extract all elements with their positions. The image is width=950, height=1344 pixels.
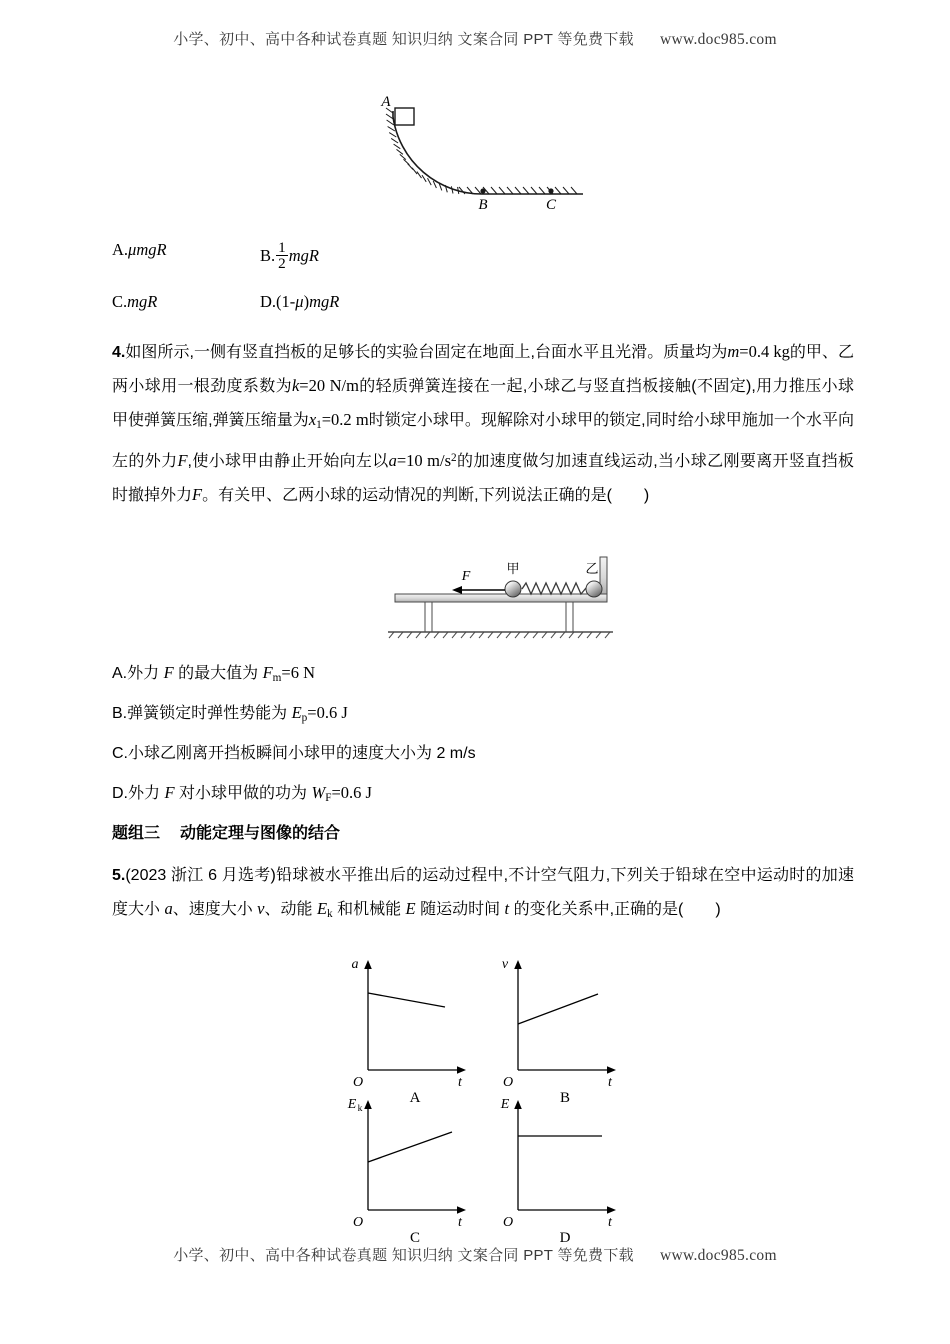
graph-a-xlabel: t (458, 1075, 462, 1090)
q4-opt-b-sym1-sub: p (301, 712, 308, 725)
section-heading-subtitle: 动能定理与图像的结合 (180, 825, 341, 842)
q4-text-l3pre: 与竖直挡板接触(不固定),用力推压小球甲使弹簧压缩,弹簧压缩量为 (112, 378, 854, 429)
point-b-dot (480, 188, 485, 193)
q4-opt-a-suffix: =6 N (281, 663, 316, 682)
graph-a-svg (340, 952, 490, 1092)
q4-val-a-sup: 2 (451, 452, 457, 465)
graph-option-d (490, 1092, 640, 1246)
graph-a-ylabel: a (351, 957, 359, 972)
q5-source: (2023 浙江 6 月选考) (125, 867, 276, 884)
q4-opt-b-prefix: B.弹簧锁定时弹性势能为 (112, 705, 292, 722)
graph-c-ylabel-sub: k (357, 1104, 363, 1114)
q4-var-f1: F (177, 451, 188, 471)
graph-option-a (340, 952, 490, 1106)
q4-opt-b-suffix: =0.6 J (307, 703, 348, 722)
x-axis-arrow (607, 1066, 616, 1074)
q4-opt-a-prefix: A.外力 (112, 665, 164, 682)
q4-opt-d-sym2: W (311, 783, 326, 802)
q3-option-d-mu: μ (295, 292, 304, 311)
data-line (368, 993, 445, 1007)
q3-option-c[interactable] (112, 292, 157, 312)
q4-option-a[interactable] (112, 660, 315, 684)
graph-a-origin: O (352, 1075, 364, 1090)
graph-c-ylabel: E (347, 1097, 357, 1112)
watermark-url: www.doc985.com (659, 1247, 777, 1264)
block-at-a (395, 108, 414, 125)
q5-text-mid2: 、动能 (264, 901, 317, 918)
q4-opt-a-sym2: F (262, 663, 273, 682)
point-c-dot (548, 188, 553, 193)
spring-table-svg (370, 552, 630, 642)
q4-opt-d-suffix: =0.6 J (331, 783, 372, 802)
track-path (393, 111, 583, 194)
q3-option-a-expr: mgR (136, 240, 167, 259)
data-line (518, 994, 598, 1024)
q3-option-a-letter: A. (112, 240, 129, 259)
q5-var-ek-sub: k (327, 908, 333, 921)
q4-val-a: =10 m/s (396, 451, 452, 471)
table-top (395, 594, 607, 602)
graph-a-caption: A (409, 1090, 421, 1106)
q4-text-l4post: ,使小球甲由静 (187, 453, 291, 471)
q4-text-l6post: 。有关甲、乙两小球的运动情况的判断,下列说法正确的是( ) (202, 487, 650, 505)
q4-opt-a-sym2-sub: m (272, 672, 282, 685)
table-leg-right (566, 602, 573, 632)
q3-option-b-fraction (276, 240, 288, 272)
question-5-block (112, 858, 854, 931)
q5-var-ek: E (316, 899, 328, 918)
graph-d-caption: D (559, 1230, 571, 1246)
q3-fraction-denominator: 2 (278, 255, 286, 273)
graph-b-origin: O (502, 1075, 514, 1090)
graph-c-svg (340, 1092, 490, 1232)
q4-text-l2post: 的轻质弹簧连接在一起,小球乙 (358, 378, 577, 395)
q4-paragraph (112, 335, 854, 512)
q4-text-l2mid: 的甲、乙两小球用一根劲度系数为 (112, 344, 854, 395)
figure-curved-track (355, 95, 605, 210)
ground-hatching (459, 187, 577, 194)
force-arrow-head (452, 586, 462, 594)
question-4-block (112, 335, 854, 512)
q4-option-b[interactable] (112, 700, 348, 724)
table-leg-left (425, 602, 432, 632)
q4-var-m: m (727, 342, 740, 361)
watermark-text: 小学、初中、高中各种试卷真题 知识归纳 文案合同 PPT 等免费下载 (173, 31, 634, 48)
q4-option-d[interactable] (112, 780, 372, 804)
section-heading-3 (112, 820, 340, 843)
y-axis-arrow (364, 1100, 372, 1109)
figure-spring-table (370, 552, 630, 642)
x-axis-arrow (457, 1206, 466, 1214)
data-line (368, 1132, 452, 1162)
q5-var-v: v (257, 899, 265, 918)
q5-var-t: t (504, 899, 510, 918)
q3-option-c-letter: C. (112, 292, 128, 311)
q4-var-a: a (388, 451, 397, 471)
graph-d-xlabel: t (608, 1215, 612, 1230)
graph-c-origin: O (352, 1215, 364, 1230)
q5-text-mid1: 、速度大小 (172, 901, 258, 918)
q5-text-l2post: 的变化关系中, (509, 901, 615, 918)
label-a: A (381, 95, 391, 110)
graph-b-xlabel: t (608, 1075, 612, 1090)
x-axis-arrow (607, 1206, 616, 1214)
q4-val-k: =20 N/m (299, 376, 359, 395)
q3-option-d-expr: mgR (309, 292, 340, 311)
spring (522, 583, 586, 594)
watermark-text: 小学、初中、高中各种试卷真题 知识归纳 文案合同 PPT 等免费下载 (173, 1247, 634, 1264)
q4-text-l4pre: 球甲。现解除对小球甲的锁定,同时给小球甲施加一个水平向左的外力 (112, 412, 854, 471)
q4-opt-b-sym1: E (291, 703, 302, 722)
q5-text-line3: 正确的是( ) (614, 901, 721, 918)
q4-text-l3post: 时锁定小 (368, 412, 433, 429)
q3-option-d-open: (1- (276, 292, 296, 311)
watermark-url: www.doc985.com (659, 31, 777, 48)
q3-option-a[interactable] (112, 240, 167, 260)
q4-opt-d-prefix: D.外力 (112, 785, 165, 802)
section-heading-label: 题组三 (112, 825, 161, 842)
graph-c-xlabel: t (458, 1215, 462, 1230)
q3-option-c-expr: mgR (127, 292, 158, 311)
q4-text-l5post: 的加速度做匀加速直线运动,当小球乙刚要离开竖直挡板时撤掉 (112, 453, 854, 505)
q3-option-a-mu: μ (128, 240, 137, 259)
q5-var-a: a (164, 899, 173, 918)
curved-track-svg (355, 95, 605, 210)
q3-option-row-2 (112, 292, 512, 322)
graph-d-ylabel: E (500, 1097, 510, 1112)
q5-text-mid3: 和机械能 (332, 901, 406, 918)
q3-option-b-letter: B. (260, 246, 276, 266)
q5-text-mid4: 随运动时间 (415, 901, 505, 918)
footer-watermark (0, 1244, 950, 1265)
ball-jia (505, 581, 521, 597)
header-watermark (0, 28, 950, 49)
y-axis-arrow (364, 960, 372, 969)
label-force-f: F (461, 569, 471, 584)
label-jia: 甲 (506, 561, 520, 576)
q4-text-l2pre: 为 (711, 344, 728, 361)
ground-hatching (389, 632, 610, 638)
graph-option-b (490, 952, 640, 1106)
graph-b-ylabel: v (501, 957, 509, 972)
graph-b-caption: B (559, 1090, 570, 1106)
q3-option-d-close: ) (303, 292, 310, 311)
label-b: B (478, 197, 488, 210)
q4-var-k: k (291, 376, 300, 395)
q4-opt-d-sym2-sub: F (325, 792, 332, 805)
q4-var-f2: F (192, 485, 203, 505)
q4-opt-a-sym1: F (163, 663, 174, 682)
graph-d-origin: O (502, 1215, 514, 1230)
ball-yi (586, 581, 602, 597)
y-axis-arrow (514, 1100, 522, 1109)
label-yi: 乙 (585, 561, 599, 576)
x-axis-arrow (457, 1066, 466, 1074)
q4-val-m: =0.4 kg (739, 342, 790, 361)
label-c: C (545, 197, 557, 210)
q4-val-x: =0.2 m (321, 410, 369, 429)
graph-b-svg (490, 952, 640, 1092)
q4-number: 4. (112, 344, 126, 361)
q5-number: 5. (112, 867, 126, 884)
graph-option-c (340, 1092, 490, 1246)
q4-var-x-sub: 1 (316, 419, 322, 432)
q4-opt-d-mid: 对小球甲做的功为 (174, 785, 312, 802)
q5-var-e: E (405, 899, 416, 918)
q5-text-l2pre: 中运动时的加速度大小 (112, 867, 854, 918)
q3-option-b-expr: mgR (288, 246, 319, 266)
q3-fraction-numerator: 1 (278, 239, 286, 256)
q4-var-x: x (308, 410, 317, 429)
q4-option-c[interactable] (112, 740, 476, 763)
graph-c-caption: C (409, 1230, 420, 1246)
q3-option-d-letter: D. (260, 292, 277, 311)
q3-option-b[interactable] (260, 240, 319, 272)
q4-opt-d-sym1: F (164, 783, 175, 802)
q5-text-line1: 铅球被水平推出后的运动过程中,不计空气阻力,下列关于铅球在空 (275, 867, 741, 884)
y-axis-arrow (514, 960, 522, 969)
q3-option-d[interactable] (260, 292, 339, 312)
q3-option-row-1 (112, 240, 512, 274)
graph-d-svg (490, 1092, 640, 1232)
q5-paragraph (112, 858, 854, 931)
q4-text-line1: 如图所示,一侧有竖直挡板的足够长的实验台固定在地面上,台面水平且光滑。质量均 (125, 344, 712, 361)
q4-opt-a-mid: 的最大值为 (173, 665, 263, 682)
q4-opt-c-text: C.小球乙刚离开挡板瞬间小球甲的速度大小为 2 m/s (112, 745, 476, 762)
q4-text-l6pre: 外力 (160, 487, 193, 505)
q4-text-l5pre: 止开始向左以 (290, 453, 389, 471)
